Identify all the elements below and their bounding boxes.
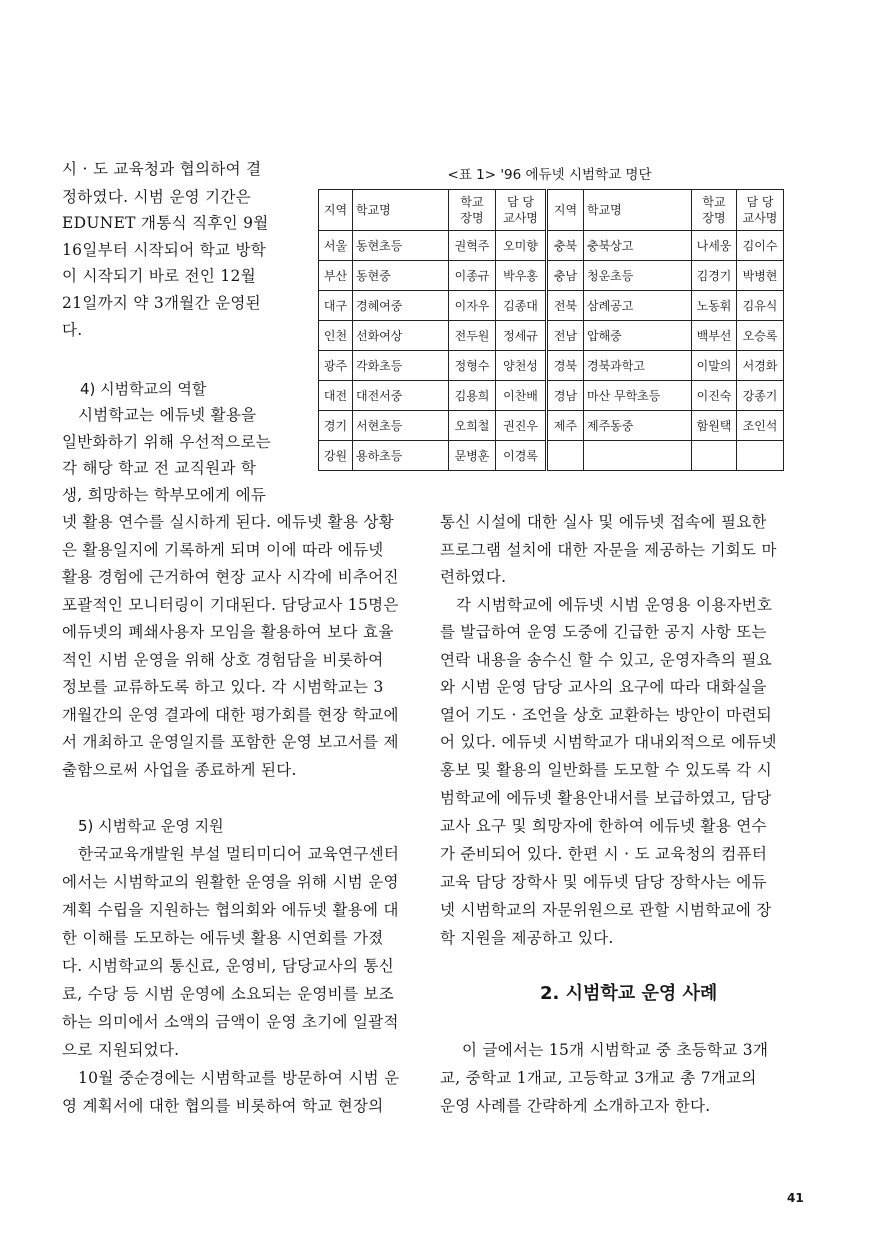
- body-text-line: EDUNET 개통식 직후인 9월: [62, 214, 269, 232]
- body-text-line: 한국교육개발원 부설 멀티미디어 교육연구센터: [78, 845, 400, 863]
- table-row: [319, 321, 784, 351]
- table-cell: 강원: [319, 441, 353, 471]
- body-text-line: 각 해당 학교 전 교직원과 학: [62, 459, 257, 477]
- table-cell: 정형수: [449, 351, 496, 381]
- body-text-line: 영 계획서에 대한 협의를 비롯하여 학교 현장의: [62, 1097, 384, 1115]
- pilot-school-table: [318, 189, 784, 471]
- body-text-line: 에서는 시범학교의 원활한 운영을 위해 시범 운영: [62, 873, 399, 891]
- body-text-line: 시 · 도 교육청과 협의하여 결: [62, 160, 262, 178]
- table-cell: 백부선: [692, 321, 737, 351]
- table-cell: 부산: [319, 261, 353, 291]
- table-row: [319, 231, 784, 261]
- table-cell: 청운초등: [584, 261, 692, 291]
- table-header-cell: 학교 장명: [449, 190, 496, 231]
- body-text-line: 하는 의미에서 소액의 금액이 운영 초기에 일괄적: [62, 1013, 399, 1031]
- body-text-line: 서 개최하고 운영일지를 포함한 운영 보고서를 제: [62, 733, 399, 751]
- body-text-line: 어 있다. 에듀넷 시범학교가 대내외적으로 에듀넷: [440, 733, 777, 751]
- body-text-line: 계획 수립을 지원하는 협의회와 에듀넷 활용에 대: [62, 901, 399, 919]
- table-cell: 서울: [319, 231, 353, 261]
- table-cell: 양천성: [496, 351, 547, 381]
- table-header-row: [319, 190, 784, 231]
- body-text-line: 은 활용일지에 기록하게 되며 이에 따라 에듀넷: [62, 541, 384, 559]
- body-text-line: 생, 희망하는 학부모에게 에듀: [62, 486, 267, 504]
- body-text-line: 정하였다. 시범 운영 기간은: [62, 188, 251, 206]
- table-cell: 권진우: [496, 411, 547, 441]
- table-cell: [692, 441, 737, 471]
- section-heading: 2. 시범학교 운영 사례: [540, 983, 718, 1004]
- table-cell: 서현초등: [353, 411, 449, 441]
- table-cell: 전남: [547, 321, 584, 351]
- table-cell: 김이수: [737, 231, 784, 261]
- table-cell: 충북상고: [584, 231, 692, 261]
- table-cell: 제주동중: [584, 411, 692, 441]
- body-text-line: 통신 시설에 대한 실사 및 에듀넷 접속에 필요한: [440, 513, 767, 531]
- body-text-line: 출함으로써 사업을 종료하게 된다.: [62, 761, 297, 779]
- body-text-line: 포괄적인 모니터링이 기대된다. 담당교사 15명은: [62, 596, 399, 614]
- body-text-line: 범학교에 에듀넷 활용안내서를 보급하였고, 담당: [440, 789, 772, 807]
- table-cell: 이찬배: [496, 381, 547, 411]
- table-cell: 함원택: [692, 411, 737, 441]
- table-row: [319, 261, 784, 291]
- table-header-cell: 담 당 교사명: [737, 190, 784, 231]
- table-cell: 강종기: [737, 381, 784, 411]
- body-text-line: 활용 경험에 근거하여 현장 교사 시각에 비추어진: [62, 568, 399, 586]
- body-text-line: 넷 활용 연수를 실시하게 된다. 에듀넷 활용 상황: [62, 513, 395, 531]
- section-heading: 4) 시범학교의 역할: [80, 380, 207, 398]
- table-cell: 조인석: [737, 411, 784, 441]
- body-text-line: 련하였다.: [440, 568, 507, 586]
- body-text-line: 16일부터 시작되어 학교 방학: [62, 241, 267, 259]
- body-text-line: 를 발급하여 운영 도중에 긴급한 공지 사항 또는: [440, 623, 767, 641]
- section-heading: 5) 시범학교 운영 지원: [78, 817, 224, 835]
- table-cell: 경북과학고: [584, 351, 692, 381]
- table-cell: 대구: [319, 291, 353, 321]
- table-cell: 압해중: [584, 321, 692, 351]
- body-text-line: 교사 요구 및 희망자에 한하여 에듀넷 활용 연수: [440, 817, 767, 835]
- table-cell: 경기: [319, 411, 353, 441]
- table-cell: [584, 441, 692, 471]
- body-text-line: 이 글에서는 15개 시범학교 중 초등학교 3개: [462, 1041, 769, 1059]
- table-header-cell: 학교명: [584, 190, 692, 231]
- table-caption: <표 1> '96 에듀넷 시범학교 명단: [447, 167, 652, 183]
- table-header-cell: 지역: [547, 190, 584, 231]
- table-cell: 각화초등: [353, 351, 449, 381]
- table-cell: 권혁주: [449, 231, 496, 261]
- body-text-line: 료, 수당 등 시범 운영에 소요되는 운영비를 보조: [62, 985, 395, 1003]
- table-cell: 김유식: [737, 291, 784, 321]
- table-header: [319, 190, 784, 231]
- table-cell: 김경기: [692, 261, 737, 291]
- table-cell: 이종규: [449, 261, 496, 291]
- table-cell: 경혜여중: [353, 291, 449, 321]
- body-text-line: 에듀넷의 폐쇄사용자 모임을 활용하여 보다 효율: [62, 623, 394, 641]
- table-cell: 정세규: [496, 321, 547, 351]
- table-cell: 문병훈: [449, 441, 496, 471]
- body-text-line: 이 시작되기 바로 전인 12월: [62, 267, 256, 285]
- table-cell: 대전서중: [353, 381, 449, 411]
- table-cell: 광주: [319, 351, 353, 381]
- body-text-line: 각 시범학교에 에듀넷 시범 운영용 이용자번호: [456, 596, 773, 614]
- body-text-line: 교, 중학교 1개교, 고등학교 3개교 총 7개교의: [440, 1069, 757, 1087]
- body-text-line: 연락 내용을 송수신 할 수 있고, 운영자측의 필요: [440, 651, 773, 669]
- table-cell: 대전: [319, 381, 353, 411]
- body-text-line: 교육 담당 장학사 및 에듀넷 담당 장학사는 에듀: [440, 873, 767, 891]
- table-cell: 노동휘: [692, 291, 737, 321]
- table-row: [319, 351, 784, 381]
- body-text-line: 정보를 교류하도록 하고 있다. 각 시범학교는 3: [62, 678, 384, 696]
- table-cell: 나세웅: [692, 231, 737, 261]
- table-cell: 충북: [547, 231, 584, 261]
- table-cell: 경남: [547, 381, 584, 411]
- body-text-line: 와 시범 운영 담당 교사의 요구에 따라 대화실을: [440, 678, 767, 696]
- table-cell: 김용희: [449, 381, 496, 411]
- table-cell: 인천: [319, 321, 353, 351]
- body-text-line: 가 준비되어 있다. 한편 시 · 도 교육청의 컴퓨터: [440, 845, 768, 863]
- table-cell: 동현중: [353, 261, 449, 291]
- table-row: [319, 381, 784, 411]
- table-cell: 박우홍: [496, 261, 547, 291]
- body-text-line: 적인 시범 운영을 위해 상호 경험담을 비롯하여: [62, 651, 384, 669]
- body-text-line: 넷 시범학교의 자문위원으로 관할 시범학교에 장: [440, 901, 772, 919]
- table-row: [319, 441, 784, 471]
- page-number: 41: [787, 1191, 804, 1205]
- table-cell: 오미향: [496, 231, 547, 261]
- body-text-line: 홍보 및 활용의 일반화를 도모할 수 있도록 각 시: [440, 761, 773, 779]
- table-row: [319, 291, 784, 321]
- table-cell: 오희철: [449, 411, 496, 441]
- table-cell: 제주: [547, 411, 584, 441]
- table-cell: 동현초등: [353, 231, 449, 261]
- body-text-line: 다. 시범학교의 통신료, 운영비, 담당교사의 통신: [62, 957, 395, 975]
- body-text-line: 시범학교는 에듀넷 활용을: [78, 406, 257, 424]
- table-cell: 선화여상: [353, 321, 449, 351]
- body-text-line: 개월간의 운영 결과에 대한 평가회를 현장 학교에: [62, 706, 399, 724]
- table-cell: 이말의: [692, 351, 737, 381]
- table-cell: 삼례공고: [584, 291, 692, 321]
- table-cell: 경북: [547, 351, 584, 381]
- table-cell: 용하초등: [353, 441, 449, 471]
- table-header-cell: 지역: [319, 190, 353, 231]
- body-text-line: 학 지원을 제공하고 있다.: [440, 929, 614, 947]
- table-cell: 이경록: [496, 441, 547, 471]
- table-cell: 오승록: [737, 321, 784, 351]
- table-cell: 박병현: [737, 261, 784, 291]
- body-text-line: 10월 중순경에는 시범학교를 방문하여 시범 운: [78, 1069, 400, 1087]
- table-cell: 마산 무학초등: [584, 381, 692, 411]
- table-cell: 이자우: [449, 291, 496, 321]
- body-text-line: 한 이해를 도모하는 에듀넷 활용 시연회를 가졌: [62, 929, 384, 947]
- table-cell: 충남: [547, 261, 584, 291]
- table-cell: 전두원: [449, 321, 496, 351]
- table-header-cell: 학교 장명: [692, 190, 737, 231]
- table-cell: [547, 441, 584, 471]
- body-text-line: 으로 지원되었다.: [62, 1041, 180, 1059]
- table-cell: 이진숙: [692, 381, 737, 411]
- table-cell: 김종대: [496, 291, 547, 321]
- body-text-line: 21일까지 약 3개월간 운영된: [62, 294, 261, 312]
- body-text-line: 프로그램 설치에 대한 자문을 제공하는 기회도 마: [440, 541, 777, 559]
- body-text-line: 일반화하기 위해 우선적으로는: [62, 433, 272, 451]
- table-header-cell: 학교명: [353, 190, 449, 231]
- body-text-line: 운영 사례를 간략하게 소개하고자 한다.: [440, 1097, 711, 1115]
- body-text-line: 열어 기도 · 조언을 상호 교환하는 방안이 마련되: [440, 706, 773, 724]
- table-header-cell: 담 당 교사명: [496, 190, 547, 231]
- table-cell: 서경화: [737, 351, 784, 381]
- table-cell: 전북: [547, 291, 584, 321]
- table-row: [319, 411, 784, 441]
- body-text-line: 다.: [62, 321, 83, 339]
- table-body: [319, 231, 784, 471]
- table-cell: [737, 441, 784, 471]
